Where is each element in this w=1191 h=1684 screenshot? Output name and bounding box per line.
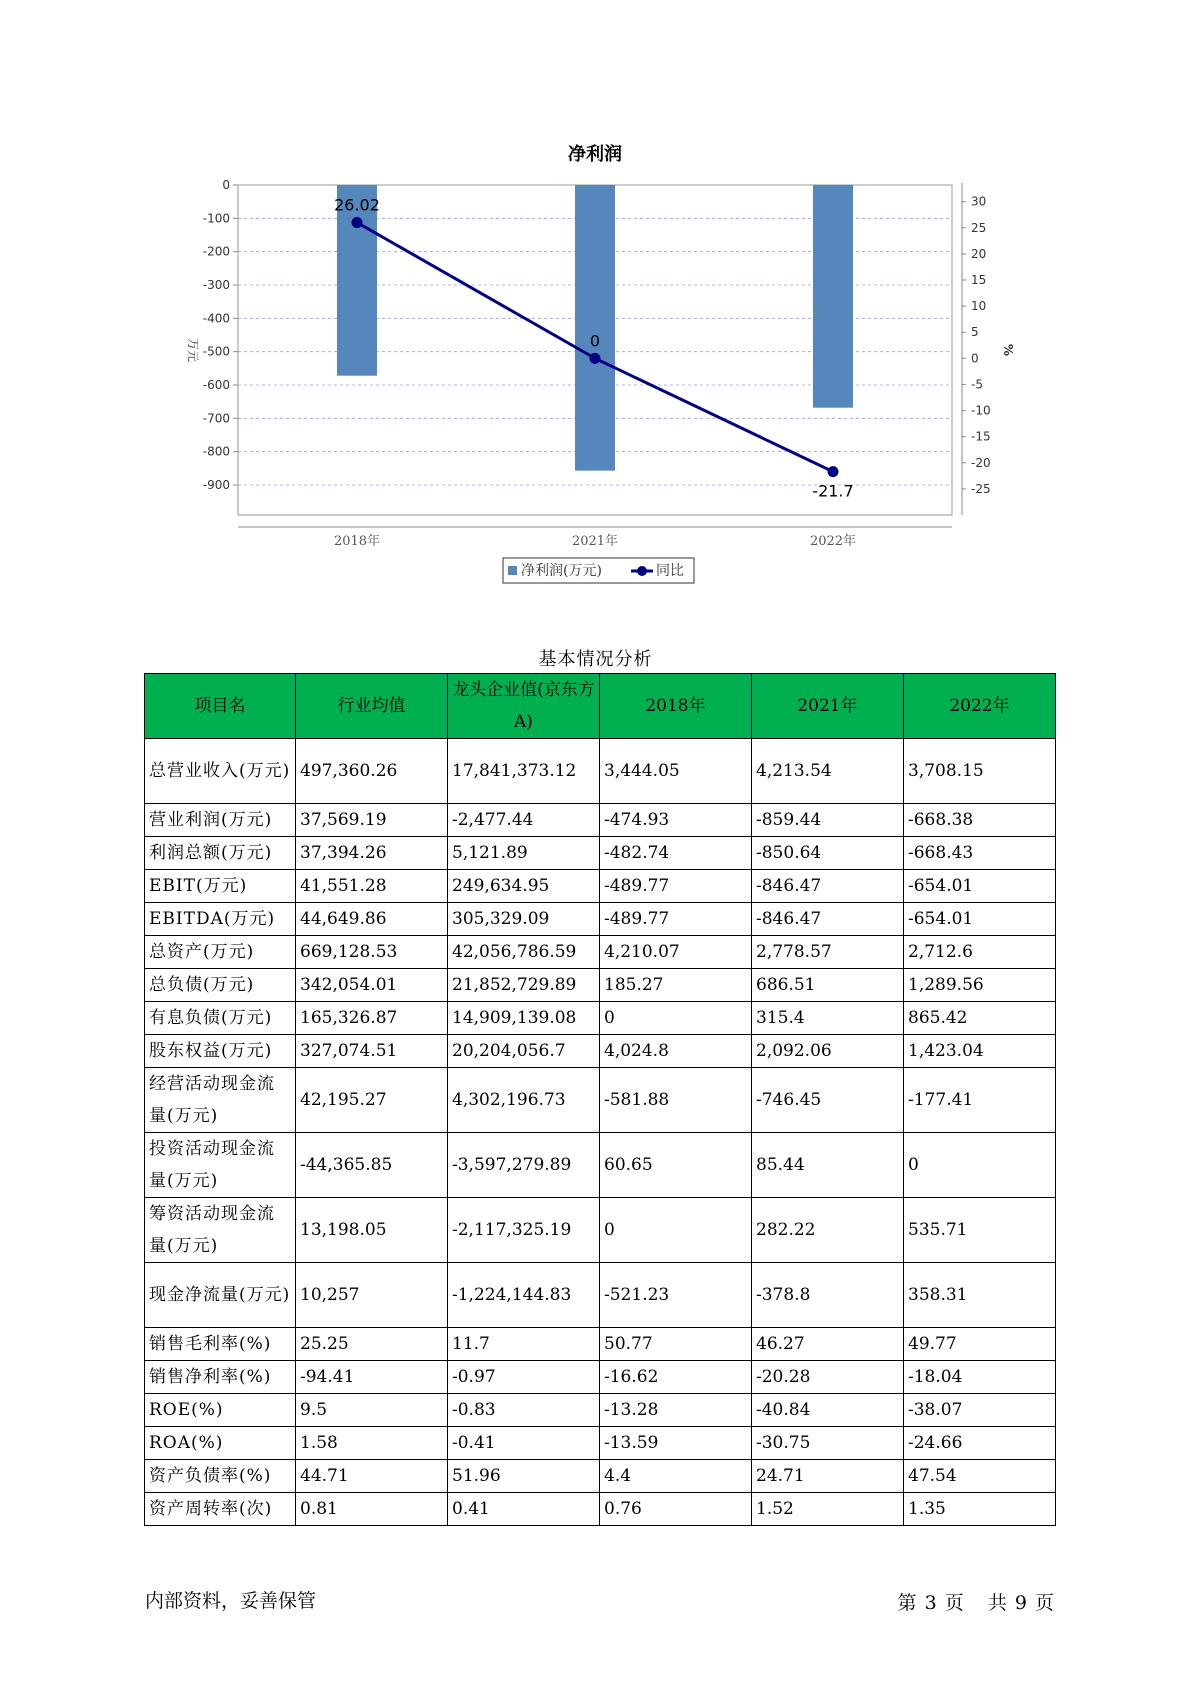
row-label: 销售毛利率(%): [145, 1328, 296, 1361]
table-cell: -16.62: [600, 1361, 752, 1394]
table-cell: 327,074.51: [296, 1035, 448, 1068]
yoy-data-label: -21.7: [812, 481, 854, 501]
row-label: 资产负债率(%): [145, 1460, 296, 1493]
table-cell: 358.31: [904, 1263, 1056, 1328]
yoy-point: [352, 217, 363, 228]
table-cell: 24.71: [752, 1460, 904, 1493]
legend-line-label: 同比: [656, 563, 684, 579]
table-cell: -18.04: [904, 1361, 1056, 1394]
left-tick-label: -600: [202, 378, 230, 392]
right-tick-label: -25: [971, 481, 991, 496]
table-row: [145, 870, 1056, 903]
right-tick-label: 20: [971, 246, 987, 261]
table-cell: 37,569.19: [296, 804, 448, 837]
table-row: [145, 1263, 1056, 1328]
header-leader-value: 龙头企业值(京东方A): [448, 674, 600, 739]
table-cell: -521.23: [600, 1263, 752, 1328]
net-profit-bar: [813, 185, 853, 408]
table-cell: 25.25: [296, 1328, 448, 1361]
table-cell: -846.47: [752, 903, 904, 936]
table-cell: 4,213.54: [752, 739, 904, 804]
table-cell: 4,302,196.73: [448, 1068, 600, 1133]
table-cell: 13,198.05: [296, 1198, 448, 1263]
left-tick-label: -800: [202, 444, 230, 459]
x-tick-label: 2022年: [809, 534, 857, 549]
row-label: 现金净流量(万元): [145, 1263, 296, 1328]
table-cell: 497,360.26: [296, 739, 448, 804]
table-row: [145, 936, 1056, 969]
table-cell: 46.27: [752, 1328, 904, 1361]
table-cell: -24.66: [904, 1427, 1056, 1460]
table-row: [145, 969, 1056, 1002]
table-cell: -850.64: [752, 837, 904, 870]
table-cell: 865.42: [904, 1002, 1056, 1035]
table-cell: 44,649.86: [296, 903, 448, 936]
basic-analysis-table: [144, 673, 1056, 1526]
table-row: [145, 1002, 1056, 1035]
table-cell: -177.41: [904, 1068, 1056, 1133]
table-row: [145, 1394, 1056, 1427]
table-cell: -0.41: [448, 1427, 600, 1460]
table-cell: 20,204,056.7: [448, 1035, 600, 1068]
table-cell: -846.47: [752, 870, 904, 903]
yoy-point: [828, 466, 839, 477]
table-cell: -2,477.44: [448, 804, 600, 837]
table-cell: -668.38: [904, 804, 1056, 837]
table-header-row: [145, 674, 1056, 739]
table-cell: 5,121.89: [448, 837, 600, 870]
header-item-name: 项目名: [145, 674, 296, 739]
x-tick-label: 2018年: [333, 534, 381, 549]
legend-bar-label: 净利润(万元): [521, 563, 602, 579]
table-cell: 2,092.06: [752, 1035, 904, 1068]
table-cell: 51.96: [448, 1460, 600, 1493]
table-cell: -0.83: [448, 1394, 600, 1427]
table-cell: 315.4: [752, 1002, 904, 1035]
table-cell: -30.75: [752, 1427, 904, 1460]
table-cell: 3,708.15: [904, 739, 1056, 804]
table-row: [145, 739, 1056, 804]
row-label: 总资产(万元): [145, 936, 296, 969]
right-tick-label: 0: [971, 351, 979, 366]
row-label: 营业利润(万元): [145, 804, 296, 837]
left-tick-label: -200: [202, 244, 230, 259]
table-cell: 9.5: [296, 1394, 448, 1427]
header-industry-avg: 行业均值: [296, 674, 448, 739]
table-cell: 1.58: [296, 1427, 448, 1460]
table-cell: 686.51: [752, 969, 904, 1002]
table-row: [145, 1198, 1056, 1263]
right-tick-label: 10: [971, 299, 987, 314]
table-cell: 0.41: [448, 1493, 600, 1526]
table-cell: 305,329.09: [448, 903, 600, 936]
row-label: 总负债(万元): [145, 969, 296, 1002]
table-cell: -3,597,279.89: [448, 1133, 600, 1198]
page-label: 第 3 页: [897, 1592, 964, 1614]
table-row: [145, 1328, 1056, 1361]
net-profit-bar: [575, 185, 615, 471]
table-row: [145, 1460, 1056, 1493]
table-cell: 0.76: [600, 1493, 752, 1526]
table-row: [145, 903, 1056, 936]
table-cell: -378.8: [752, 1263, 904, 1328]
table-cell: 41,551.28: [296, 870, 448, 903]
table-row: [145, 1068, 1056, 1133]
table-cell: 2,712.6: [904, 936, 1056, 969]
table-cell: -654.01: [904, 903, 1056, 936]
table-cell: -38.07: [904, 1394, 1056, 1427]
yoy-point: [590, 353, 601, 364]
left-tick-label: -500: [202, 344, 230, 359]
table-cell: -13.59: [600, 1427, 752, 1460]
net-profit-chart: [0, 0, 1191, 600]
row-label: 利润总额(万元): [145, 837, 296, 870]
footer-page-number: [898, 1588, 1054, 1615]
legend-line-marker: [637, 566, 647, 576]
table-cell: -489.77: [600, 903, 752, 936]
table-cell: -489.77: [600, 870, 752, 903]
footer-confidential-note: 内部资料，妥善保管: [145, 1590, 317, 1612]
right-tick-label: -5: [971, 377, 983, 392]
table-cell: 185.27: [600, 969, 752, 1002]
left-tick-label: 0: [222, 178, 230, 192]
table-row: [145, 1427, 1056, 1460]
x-tick-label: 2021年: [571, 534, 619, 549]
row-label: EBIT(万元): [145, 870, 296, 903]
table-cell: -13.28: [600, 1394, 752, 1427]
table-cell: -654.01: [904, 870, 1056, 903]
table-cell: 535.71: [904, 1198, 1056, 1263]
table-cell: -44,365.85: [296, 1133, 448, 1198]
table-cell: 4,210.07: [600, 936, 752, 969]
row-label: 筹资活动现金流量(万元): [145, 1198, 296, 1263]
table-cell: 42,056,786.59: [448, 936, 600, 969]
table-cell: 249,634.95: [448, 870, 600, 903]
row-label: 销售净利率(%): [145, 1361, 296, 1394]
row-label: ROE(%): [145, 1394, 296, 1427]
row-label: 投资活动现金流量(万元): [145, 1133, 296, 1198]
right-tick-label: 5: [971, 325, 979, 340]
table-cell: 21,852,729.89: [448, 969, 600, 1002]
header-2022: 2022年: [904, 674, 1056, 739]
table-cell: -668.43: [904, 837, 1056, 870]
right-tick-label: 25: [971, 220, 987, 235]
left-tick-label: -700: [202, 411, 230, 426]
yoy-data-label: 26.02: [334, 195, 380, 215]
table-cell: 60.65: [600, 1133, 752, 1198]
table-cell: 44.71: [296, 1460, 448, 1493]
table-cell: 1.52: [752, 1493, 904, 1526]
row-label: ROA(%): [145, 1427, 296, 1460]
table-cell: 0: [600, 1002, 752, 1035]
table-row: [145, 1133, 1056, 1198]
table-cell: -40.84: [752, 1394, 904, 1427]
table-row: [145, 804, 1056, 837]
table-cell: -581.88: [600, 1068, 752, 1133]
table-cell: 0: [904, 1133, 1056, 1198]
table-cell: -20.28: [752, 1361, 904, 1394]
table-cell: 49.77: [904, 1328, 1056, 1361]
table-cell: 50.77: [600, 1328, 752, 1361]
table-cell: 282.22: [752, 1198, 904, 1263]
left-tick-label: -400: [202, 311, 230, 326]
row-label: 总营业收入(万元): [145, 739, 296, 804]
chart-title: 净利润: [568, 144, 622, 165]
yoy-data-label: 0: [589, 331, 601, 351]
total-pages-label: 共 9 页: [987, 1592, 1054, 1614]
table-cell: 1,289.56: [904, 969, 1056, 1002]
left-tick-label: -100: [202, 211, 230, 226]
left-tick-label: -900: [202, 478, 230, 492]
table-cell: 2,778.57: [752, 936, 904, 969]
table-cell: 10,257: [296, 1263, 448, 1328]
table-cell: -474.93: [600, 804, 752, 837]
legend-bar-swatch: [508, 566, 517, 575]
table-cell: 165,326.87: [296, 1002, 448, 1035]
table-cell: 669,128.53: [296, 936, 448, 969]
table-row: [145, 1035, 1056, 1068]
table-cell: 4,024.8: [600, 1035, 752, 1068]
right-tick-label: -10: [971, 403, 991, 418]
right-tick-label: -20: [971, 455, 991, 470]
row-label: 有息负债(万元): [145, 1002, 296, 1035]
left-axis-label: 万元: [186, 337, 200, 363]
table-cell: -746.45: [752, 1068, 904, 1133]
table-row: [145, 1361, 1056, 1394]
table-cell: 4.4: [600, 1460, 752, 1493]
table-cell: 85.44: [752, 1133, 904, 1198]
table-cell: -94.41: [296, 1361, 448, 1394]
header-2021: 2021年: [752, 674, 904, 739]
table-cell: 37,394.26: [296, 837, 448, 870]
right-tick-label: 15: [971, 273, 987, 288]
table-cell: 14,909,139.08: [448, 1002, 600, 1035]
table-caption: 基本情况分析: [538, 649, 653, 670]
table-cell: 47.54: [904, 1460, 1056, 1493]
right-axis-label: %: [1001, 343, 1015, 357]
right-tick-label: 30: [971, 194, 987, 209]
table-cell: -0.97: [448, 1361, 600, 1394]
table-row: [145, 1493, 1056, 1526]
table-cell: 17,841,373.12: [448, 739, 600, 804]
table-cell: 1,423.04: [904, 1035, 1056, 1068]
left-tick-label: -300: [202, 278, 230, 292]
table-cell: -1,224,144.83: [448, 1263, 600, 1328]
table-cell: 3,444.05: [600, 739, 752, 804]
right-tick-label: -15: [971, 429, 991, 444]
row-label: 经营活动现金流量(万元): [145, 1068, 296, 1133]
table-cell: -859.44: [752, 804, 904, 837]
header-2018: 2018年: [600, 674, 752, 739]
table-cell: 0: [600, 1198, 752, 1263]
table-cell: 11.7: [448, 1328, 600, 1361]
table-cell: 342,054.01: [296, 969, 448, 1002]
table-cell: 42,195.27: [296, 1068, 448, 1133]
table-cell: 0.81: [296, 1493, 448, 1526]
table-row: [145, 837, 1056, 870]
row-label: 股东权益(万元): [145, 1035, 296, 1068]
table-cell: -2,117,325.19: [448, 1198, 600, 1263]
table-cell: -482.74: [600, 837, 752, 870]
table-cell: 1.35: [904, 1493, 1056, 1526]
row-label: 资产周转率(次): [145, 1493, 296, 1526]
row-label: EBITDA(万元): [145, 903, 296, 936]
